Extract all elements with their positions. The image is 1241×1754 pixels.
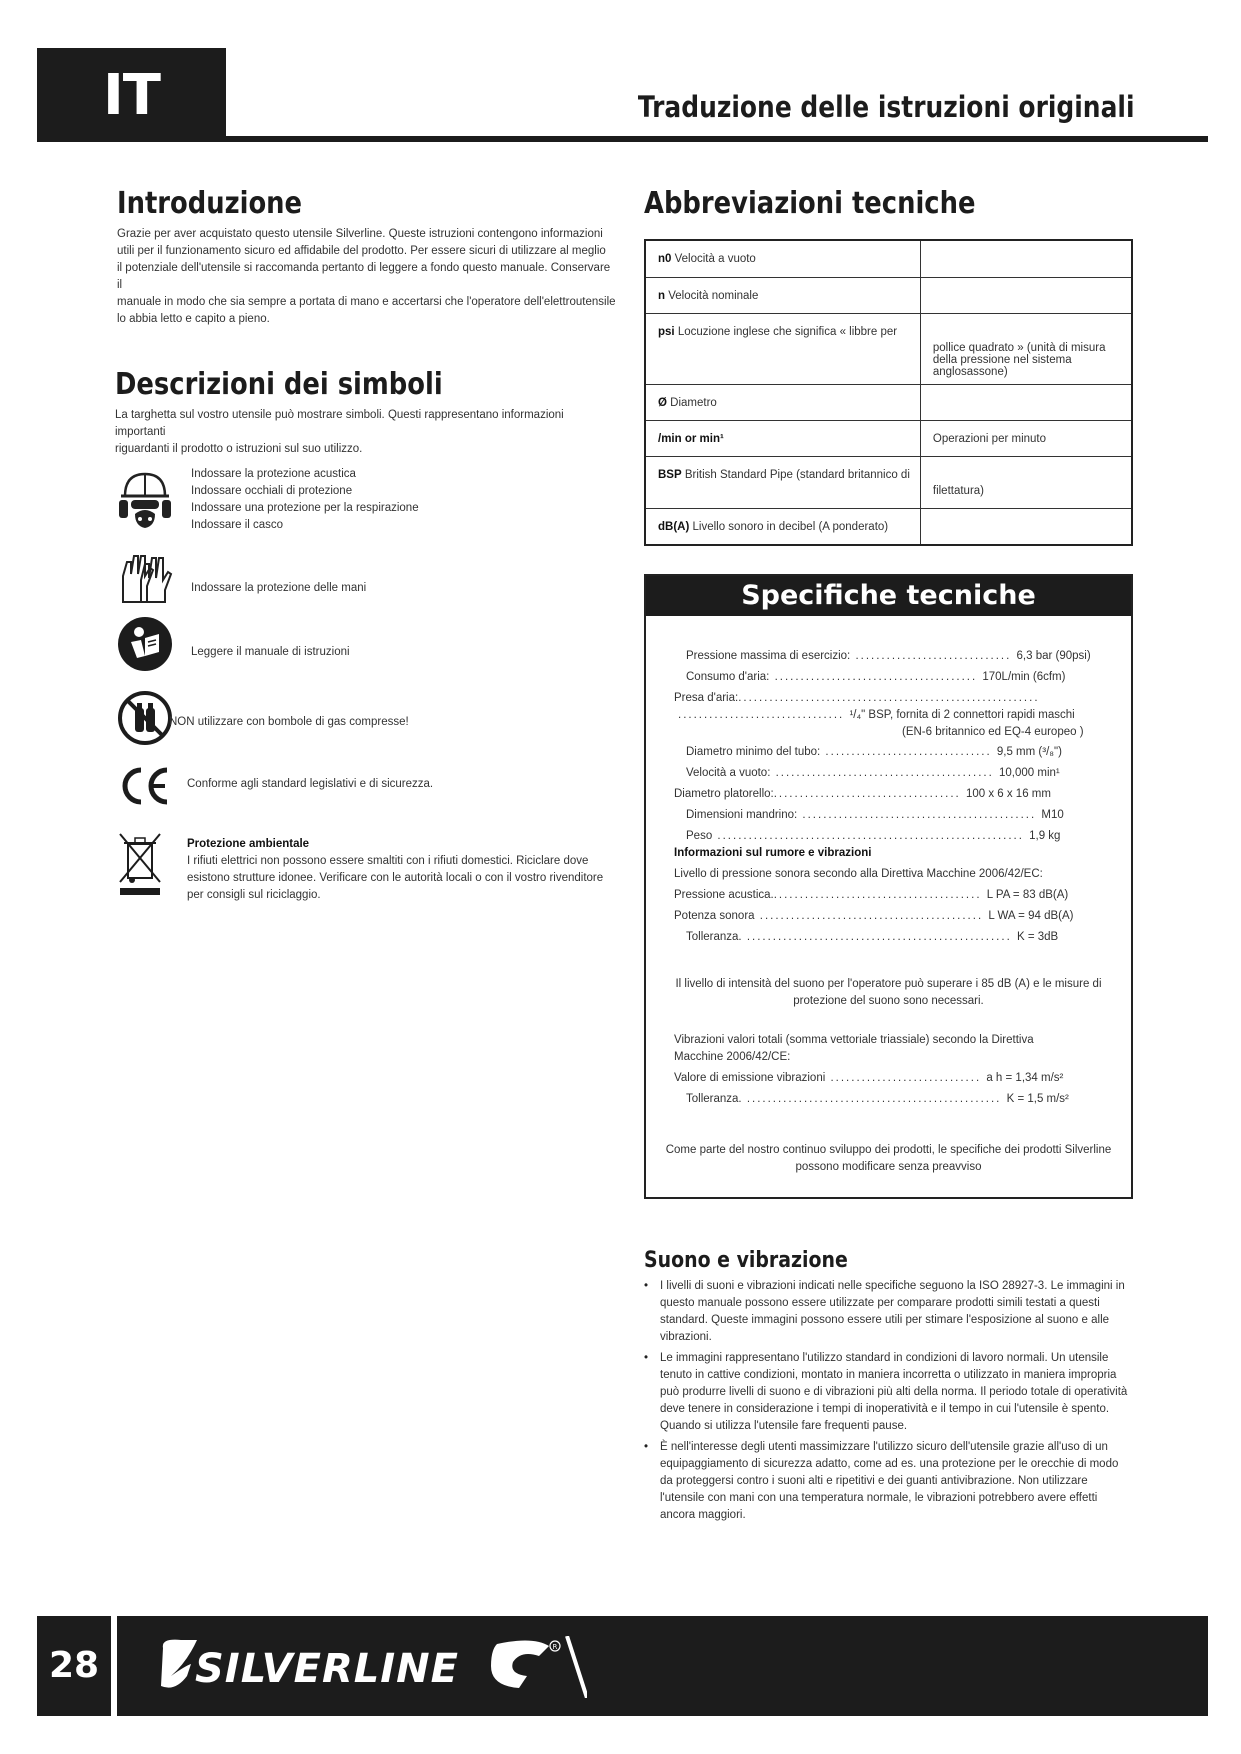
intro-line: lo abbia letto e capito a pieno. xyxy=(117,313,270,325)
spec-inlet: Presa d'aria:.......................................................... xyxy=(674,692,1040,704)
specs-box xyxy=(644,574,1133,1199)
abbr-key: /min or min¹ xyxy=(658,432,724,445)
page-number: 28 xyxy=(37,1616,117,1716)
list-item: • Le immagini rappresentano l'utilizzo standard in condizioni di lavoro normali. Un utensile tenuto in cattive condizioni, montato in maniera incorretta o utilizzato in maniera impropria può produrre livelli di suono e di vibrazioni più alti della norma. Il periodo totale di operatività deve tenere in considerazione i tempi di inoperatività e il tempo in cui l'utensile è spento. Quando si utilizza l'utensile fare frequenti pause. xyxy=(644,1350,1134,1435)
spec-inlet-value: ................................ ¹/₄" BSP, fornita di 2 connettori rapidi maschi xyxy=(678,709,1075,721)
table-row xyxy=(645,277,1132,313)
intro-text xyxy=(117,226,617,328)
ppe-eye: Indossare occhiali di protezione xyxy=(191,485,353,497)
abbr-table xyxy=(644,239,1133,546)
noise-title: Informazioni sul rumore e vibrazioni xyxy=(674,847,872,859)
ppe-resp: Indossare una protezione per la respirazione xyxy=(191,502,419,514)
abbr-key: n0 xyxy=(658,253,672,265)
spec-inlet-value2: (EN-6 britannico ed EQ-4 europeo ) xyxy=(902,726,1084,738)
dev-note: Come parte del nostro continuo sviluppo dei prodotti, le specifiche dei prodotti Silverline possono modificare senza preavviso xyxy=(665,1144,1112,1173)
abbr-key: Ø xyxy=(658,396,667,409)
abbr-right: filettatura) xyxy=(932,484,985,497)
abbr-desc: Velocità nominale xyxy=(668,289,759,302)
sound-bullets xyxy=(644,1278,1134,1528)
abbr-right: Operazioni per minuto xyxy=(932,432,1047,445)
table-row xyxy=(645,384,1132,420)
spec-tolerance-2: Tolleranza. ................................................. K = 1,5 m/s² xyxy=(686,1093,1069,1105)
symbol-environment xyxy=(117,832,617,912)
manual-text: Leggere il manuale di istruzioni xyxy=(191,646,350,658)
gloves-text: Indossare la protezione delle mani xyxy=(191,582,367,594)
intro-line: manuale in modo che sia sempre a portata di mano e accertarsi che l'operatore dell'elettroutensile xyxy=(117,296,616,308)
read-manual-icon xyxy=(117,616,173,672)
abbr-right: pollice quadrato » (unità di misura della pressione nel sistema anglosassone) xyxy=(932,341,1106,378)
symbol-ce xyxy=(117,764,617,814)
symbols-intro xyxy=(115,407,615,458)
spec-pressure: Pressione massima di esercizio: .............................. 6,3 bar (90psi) xyxy=(686,650,1091,662)
intro-line: utili per il funzionamento sicuro ed affidabile del prodotto. Per essere sicuri di utilizzare al meglio xyxy=(117,245,606,257)
abbr-heading: Abbreviazioni tecniche xyxy=(644,186,976,221)
ce-mark-icon xyxy=(117,764,173,808)
gas-text: NON utilizzare con bombole di gas compresse! xyxy=(169,716,409,728)
vib-line-2: Macchine 2006/42/CE: xyxy=(674,1051,791,1063)
specs-header xyxy=(646,576,1131,616)
noise-note: Il livello di intensità del suono per l'operatore può superare i 85 dB (A) e le misure di protezione del suono sono necessari. xyxy=(675,978,1102,1007)
ppe-head-icon xyxy=(117,470,173,532)
table-row xyxy=(645,456,1132,508)
symbols-heading: Descrizioni dei simboli xyxy=(115,367,443,402)
table-row xyxy=(645,240,1132,277)
abbr-desc: Diametro xyxy=(670,396,717,409)
spec-pad: Diametro platorello:.................................... 100 x 6 x 16 mm xyxy=(674,788,1051,800)
spec-sound-power: Potenza sonora ........................................... L WA = 94 dB(A) xyxy=(674,910,1074,922)
ppe-helmet: Indossare il casco xyxy=(191,519,284,531)
abbr-key: psi xyxy=(658,325,675,338)
intro-heading: Introduzione xyxy=(117,186,303,221)
abbr-key: BSP xyxy=(658,468,682,481)
symbols-line: La targhetta sul vostro utensile può mostrare simboli. Questi rappresentano informazioni importanti xyxy=(115,409,564,438)
env-line: esistono strutture idonee. Verificare con le autorità locali o con il vostro rivenditore xyxy=(187,872,604,884)
page-title: Traduzione delle istruzioni originali xyxy=(637,90,1134,124)
symbol-gloves xyxy=(117,552,617,612)
spec-consumption: Consumo d'aria: ....................................... 170L/min (6cfm) xyxy=(686,671,1066,683)
env-line: I rifiuti elettrici non possono essere smaltiti con i rifiuti domestici. Riciclare dove xyxy=(187,855,589,867)
specs-title: Specifiche tecniche xyxy=(741,580,1036,611)
list-item: • È nell'interesse degli utenti massimizzare l'utilizzo sicuro dell'utensile grazie all'uso di un equipaggiamento di sicurezza adatto, come ad es. una protezione per le orecchie di modo da proteggersi contro i suoni alti e ripetitivi e dei guanti antivibrazione. Non utilizzare l'utensile con mani con una temperatura normale, le vibrazioni potrebbero avere effetti ancora maggiori. xyxy=(644,1439,1134,1524)
header-rule xyxy=(37,136,1208,142)
spec-spindle: Dimensioni mandrino: ............................................. M10 xyxy=(686,809,1064,821)
vib-line-1: Vibrazioni valori totali (somma vettoriale triassiale) secondo la Direttiva xyxy=(674,1034,1034,1046)
spec-sound-pressure: Pressione acustica......................................... L PA = 83 dB(A) xyxy=(674,889,1069,901)
symbol-gas xyxy=(117,690,617,750)
symbols-line: riguardanti il prodotto o istruzioni sul suo utilizzo. xyxy=(115,443,363,455)
table-row xyxy=(645,313,1132,384)
brand-name: SILVERLINE xyxy=(195,1646,459,1692)
spec-speed: Velocità a vuoto: .......................................... 10,000 min¹ xyxy=(686,767,1060,779)
abbr-desc: Locuzione inglese che significa « libbre per xyxy=(677,325,898,338)
sound-heading: Suono e vibrazione xyxy=(644,1248,848,1273)
symbol-ppe xyxy=(117,466,617,538)
silverline-logo-icon xyxy=(157,1636,587,1698)
header-language-block xyxy=(37,48,226,142)
weee-bin-icon xyxy=(117,832,163,898)
noise-intro: Livello di pressione sonora secondo alla Direttiva Macchine 2006/42/EC: xyxy=(674,868,1043,880)
intro-line: il potenziale dell'utensile si raccomanda pertanto di leggere a fondo questo manuale. Conservare il xyxy=(117,262,611,291)
spec-vibration: Valore di emissione vibrazioni ............................. a h = 1,34 m/s² xyxy=(674,1072,1064,1084)
abbr-key: dB(A) xyxy=(658,520,690,533)
abbr-desc: Velocità a vuoto xyxy=(674,253,756,265)
ce-text: Conforme agli standard legislativi e di sicurezza. xyxy=(187,778,434,790)
table-row xyxy=(645,420,1132,456)
abbr-desc: British Standard Pipe (standard britannico di xyxy=(684,468,910,481)
list-item: • I livelli di suoni e vibrazioni indicati nelle specifiche seguono la ISO 28927-3. Le immagini in questo manuale possono essere utilizzate per comparare prodotti simili testati a questi standard. Queste immagini possono essere utili per stimare l'esposizione al suono e alle vibrazioni. xyxy=(644,1278,1134,1346)
abbr-key: n xyxy=(658,289,666,302)
spec-weight: Peso ........................................................... 1,9 kg xyxy=(686,830,1061,842)
spec-hose: Diametro minimo del tubo: ................................ 9,5 mm (³/₈") xyxy=(686,746,1062,758)
spec-tolerance-1: Tolleranza. ................................................... K = 3dB xyxy=(686,931,1059,943)
env-line: per consigli sul riciclaggio. xyxy=(187,889,321,901)
ppe-ear: Indossare la protezione acustica xyxy=(191,468,356,480)
env-title: Protezione ambientale xyxy=(187,838,310,850)
language-code: IT xyxy=(102,63,161,128)
no-gas-cylinder-icon xyxy=(117,690,173,746)
intro-line: Grazie per aver acquistato questo utensile Silverline. Queste istruzioni contengono informazioni xyxy=(117,228,603,240)
abbr-desc: Livello sonoro in decibel (A ponderato) xyxy=(692,520,889,533)
table-row xyxy=(645,508,1132,545)
gloves-icon xyxy=(117,552,177,608)
footer-bar xyxy=(37,1616,1208,1716)
symbol-manual xyxy=(117,616,617,676)
svg-text:R: R xyxy=(552,1643,558,1651)
